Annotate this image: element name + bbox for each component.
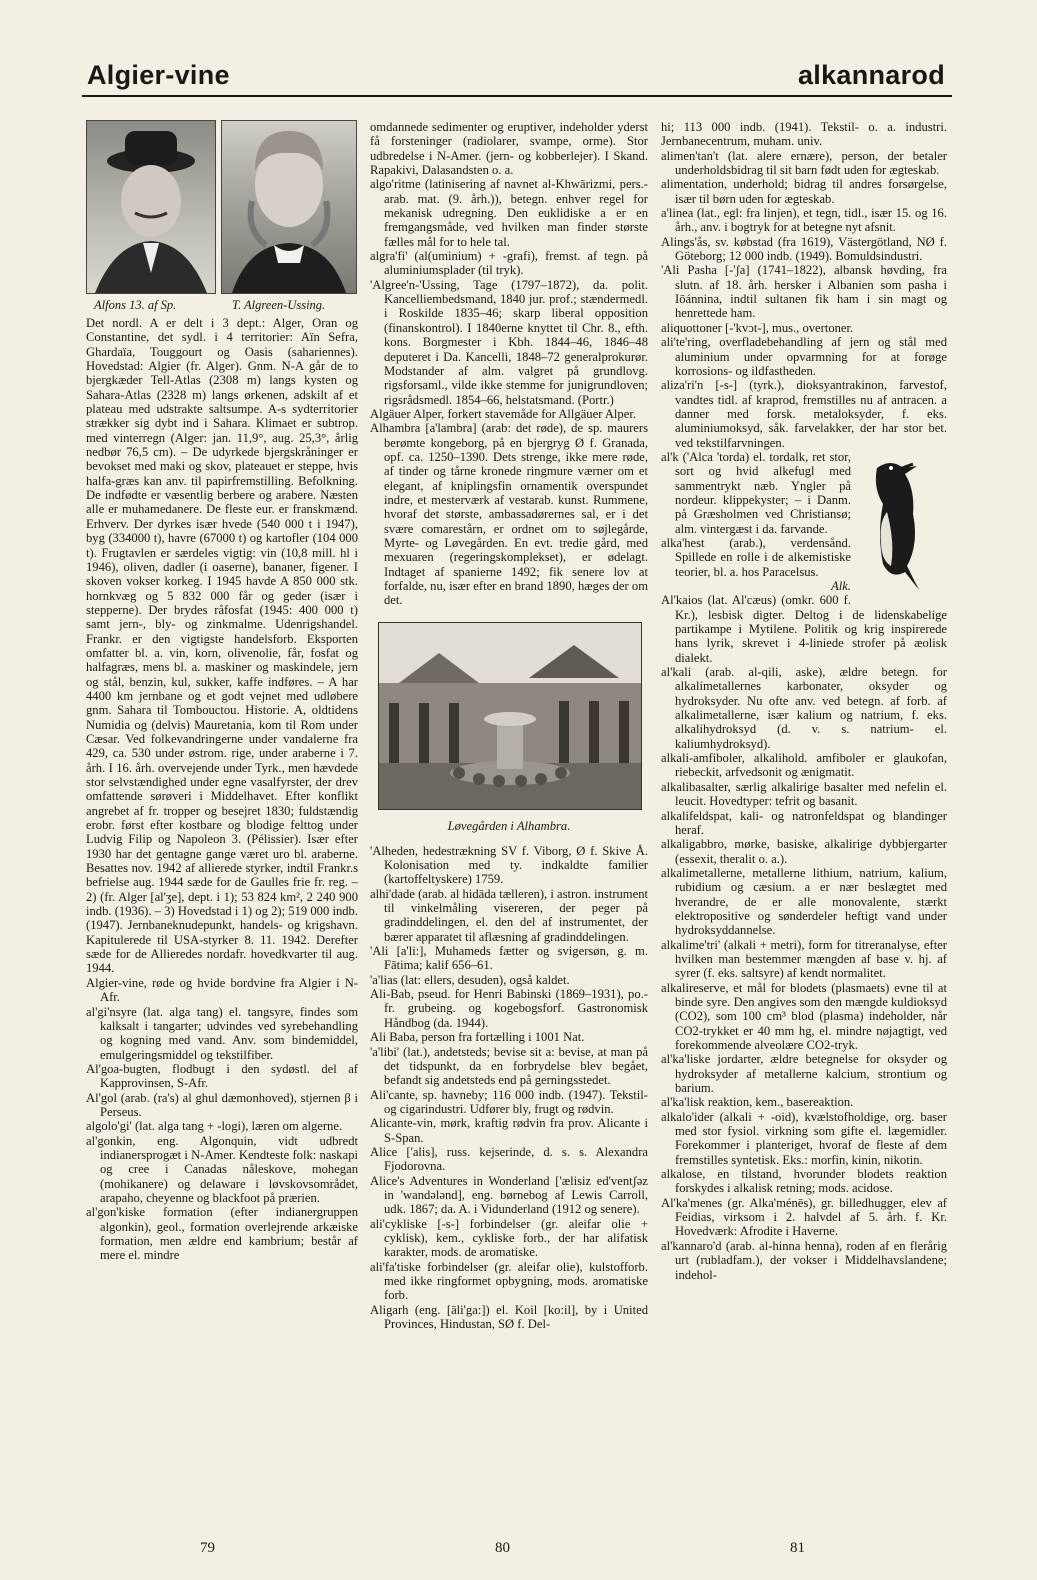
- alk-bird-illustration: [857, 454, 947, 594]
- entry-alkannarod: al'kannaro'd (arab. al-hinna henna), roden af en flerårig urt (rubladfam.), der vokser i Middelhavslandene; indehol-: [661, 1238, 947, 1282]
- portrait-figures: [86, 120, 358, 316]
- entry-alginsyre: al'gi'nsyre (lat. alga tang) el. tangsyre, findes som kalksalt i tangarter; udvindes ved syrebehandling og kogning med vand. Anv. som bindemiddel, emulgeringsmiddel og tekstilfiber.: [86, 1004, 358, 1062]
- entry-alkalifeldspat: alkalifeldspat, kali- og natronfeldspat og blandinger heraf.: [661, 808, 947, 837]
- entry-alhidade: alhi'dade (arab. al hidāda tælleren), i astron. instrument til vinkelmåling visereren, der peger på gradinddelingen, el. den del af instrumentet, der bærer apparatet til aflæsning af gradinddelingen.: [370, 886, 648, 944]
- column-1: [86, 120, 358, 1263]
- page-number-right: 81: [790, 1540, 805, 1556]
- entry-algol: Al'gol (arab. (ra's) al ghul dæmonhoved), stjernen β i Perseus.: [86, 1090, 358, 1119]
- entry-alhambra: Alhambra [a'lamb​ra] (arab: det røde), de sp. maurers berømte kongeborg, på en bjergryg Ø f. Granada, opf. ca. 1250–1390. Dets strenge, ikke mere røde, af tinder og tårne kronede ringmure værner om et elegant, af kniplingsfin ornamentik overspundet indre, et mesterværk af vestarab. kunst. Rummene, hvoraf det største, ambassadørernes sal, er i det svære comarestårn, er ordnet om to søjlegårde, Myrte- og Løvegården. En evt. tredie gård, med mexuaren (regeringskomplekset), er ødelagt. Indtaget af spanierne 1492; fik senere lov at forfalde, nu, især efter en brand 1890, hæges der om det.: [370, 421, 648, 608]
- entry-ali-bab: Ali-Bab, pseud. for Henri Babinski (1869–1931), po.-fr. grubeing. og kogebogsforf. Gastronomisk Håndbog (da. 1944).: [370, 987, 648, 1030]
- entry-alizarin: aliza'ri'n [-s-] (tyrk.), dioksyantrakinon, farvestof, vandtes tidl. af kraprod, fremstilles nu af antracen. a danner med forsk. metaloksyder, f. eks. aluminiumoksyd, såk. farvelakker, der har stor bet. ved tekstilfarvningen.: [661, 378, 947, 450]
- entry-alinea: a'linea (lat., egl: fra linjen), et tegn, tidl., især 15. og 16. årh., anv. i bogtryk for at betegne nyt afsnit.: [661, 206, 947, 235]
- entry-algologi: algolo'gi' (lat. alga tang + -logi), læren om algerne.: [86, 1119, 343, 1134]
- entry-algonkiske-formation: al'gon'kiske formation (efter indianergruppen algonkin), geol., formation overlejrende arkæiske formation, men ældre end kambrium; består af mere el. mindre: [86, 1205, 358, 1263]
- entry-alicante-vin: Alicante-vin, mørk, kraftig rødvin fra prov. Alicante i S-Span.: [370, 1116, 648, 1145]
- alk-caption: Alk.: [831, 579, 851, 593]
- entry-alibi: 'a'libi' (lat.), andetsteds; bevise sit a: bevise, at man på det tidspunkt, da en forbrydelse blev begået, befandt sig andetsteds end på gerningsstedet.: [370, 1044, 648, 1088]
- portrait-alfons-13-image: [86, 120, 216, 294]
- entry-alkaloider: alkalo'ider (alkali + -oid), kvælstofholdige, org. baser med stor fysiol. virkning som gifte el. lægemidler. Forekommer i planteriget, hvoraf de fleste af dem fremstilles syntetisk. Eks.: morfin, kinin, nikotin.: [661, 1109, 947, 1167]
- entry-ali: 'Ali [a'li:], Muhameds fætter og svigersøn, g. m. Fātima; kalif 656–61.: [370, 944, 648, 973]
- page-number-left: 79: [200, 1540, 215, 1556]
- entry-algreen-ussing: 'Algree'n-'Ussing, Tage (1797–1872), da. polit. Kancelliembedsmand, 1840 jur. prof.; stændermedl. i Roskilde 1835–46; skarp liberal opposition (finanskontrol). I 1840erne knyttet til Chr. 8., efth. kons. Borgmester i Kbh. 1844–46, 1846–48 deputeret i Da. Kancelli, 1848–72 generalprokurør. Modstander af alm. valgret på grundlovg. rigsforsaml., vilde ikke stemme for junigrundloven; rigsrådsmedl. 1854–66, helstatsmand. (Portr.): [370, 277, 648, 407]
- alhambra-figure: [370, 622, 648, 836]
- entry-aliquottoner: aliquottoner [-'kvɔt-], mus., overtoner.: [661, 320, 854, 335]
- portrait-caption-alfons: Alfons 13. af Sp.: [94, 298, 177, 312]
- header-right-guideword: alkannarod: [797, 60, 945, 90]
- entry-alkaligabbro: alkaligabbro, mørke, basiske, alkalirige dybbjergarter (essexit, theralit o. a.).: [661, 837, 947, 866]
- entry-alicante: Ali'cante, sp. havneby; 116 000 indb. (1947). Tekstil- og cigarindustri. Udfører bly, frugt og rødvin.: [370, 1087, 648, 1116]
- entry-alkaios: Al'kaios (lat. Al'cæus) (omkr. 600 f. Kr.), lesbisk digter. Deltog i de lidenskabelige partikampe i Mytilene. Politik og krig inspirerede hans lyrik, skrevet i 4-liniede strofer på æolisk dialekt.: [661, 593, 947, 665]
- column-2: [370, 120, 648, 1331]
- entry-alingsas: Alings'ås, sv. købstad (fra 1619), Västergötland, NØ f. Göteborg; 12 000 indb. (1949). Bomuldsindustri.: [661, 234, 947, 264]
- page-number-center: 80: [495, 1540, 510, 1556]
- entry-algonkiske-continued: omdannede sedimenter og eruptiver, indeholder yderst få forsteninger (radiolarer, svampe, orme). Stor udbredelse i N-Amer. (jern- og kobberlejer). I Skand. Rapakivi, Dalasandsten o. a.: [370, 120, 648, 178]
- entry-algier-vine: Algier-vine, røde og hvide bordvine fra Algier i N-Afr.: [86, 975, 358, 1005]
- entry-alkali: al'kali (arab. al-qili, aske), ældre betegn. for alkalimetallernes karbonater, oksyder og hydroksyder. Nu ofte anv. ved betegn. af forb. af alkalimetallerne, især kalium og natrium, f. eks. alkalihydroksyd (d. v. s. natrium- el. kaliumhydroksyd).: [661, 665, 947, 751]
- entry-algoritme: algo'ritme (latinisering af navnet al-Khwārizmi, pers.-arab. mat. (9. årh.)), betegn. enhver regel for mekanisk udregning. Den euklidiske a er en fremgangsmåde, ved hvilken man finder største fælles mål for to hele tal.: [370, 177, 648, 249]
- entry-alimentation: alimentation, underhold; bidrag til andres forsørgelse, især til børn uden for ægteskab.: [661, 177, 947, 206]
- entry-aligarh-continued: hi; 113 000 indb. (1941). Tekstil- o. a. industri. Jernbanecentrum, muham. univ.: [661, 120, 947, 149]
- entry-algauer-alper: Algäuer Alper, forkert stavemåde for Allgäuer Alper.: [370, 406, 636, 421]
- entry-alkali-amfiboler: alkali-amfiboler, alkalihold. amfiboler er glaukofan, riebeckit, arfvedsonit og ænigmatit.: [661, 751, 947, 780]
- entry-aligarh: Aligarh (eng. [āli'ga:]) el. Koil [ko:il], by i United Provinces, Hindustan, SØ f. Del-: [370, 1302, 648, 1332]
- entry-alimentant: alimen'tan't (lat. alere ernære), person, der betaler underholdsbidrag til sit barn født uden for ægteskab.: [661, 148, 947, 178]
- entry-alias: 'a'lias (lat: ellers, desuden), også kaldet.: [370, 972, 570, 987]
- entry-algier-continued: Det nordl. A er delt i 3 dept.: Alger, Oran og Constantine, det sydl. i 4 territorier: Aïn Sefra, Ghardaïa, Touggourt og Oasis (sahariennes). Hovedstad: Algier (fr. Alger). Gnm. N-A går de to bjergkæder Tell-Atlas (2308 m) langs kysten og Sahara-Atlas (2328 m) langs ørkenen, adskilt af et plateau med udstrakte saltsumpe. A-s sydterritorier strækker sig dybt ind i Sahara. Klimaet er subtrop. med vinterregn (Alger: jan. 11,9°, aug. 25,3°, årlig nedbør 76,5 cm). – De udyrkede bjergskråninger er bevokset med maki og skov, plateauet er steppe, hvis halfa-græs kan anv. til papirfremstilling. Befolkning. De indfødte er væsentlig berbere og arabere. Næsten alle er muhamedanere. De fleste eur. er franskmænd. Erhverv. Der dyrkes især hvede (540 000 t i 1947), byg (334000 t), havre (67000 t) og kartofler (104 000 t). Frugtavlen er særdeles vigtig: vin (10,8 mill. hl i 1946), oliven, dadler (i oaserne), bananer, figener. I skoven vokser korkeg. I 1945 havde A 850 000 stk. hornkvæg og 5 832 000 får og geder (især i stepperne). Der brydes råfosfat (1945: 400 000 t) samt jern-, bly- og zinkmalme. Udenrigshandel. Frankr. er den vigtigste handelsforb. Eksporten omfatter bl. a. vin, korn, olivenolie, får, fosfat og halfagræs, mens bl. a. maskiner og maskindele, jern og stål, benzin, kul, sukker, kaffe indføres. – A har 4400 km jernbane og et godt vejnet med udløbere gnm. Sahara til Tombouctou. Historie. A, oldtidens Numidia og (delvis) Mauretania, kom til Rom under Cæsar. Ved folkevandringerne under vandalerne fra 429, ca. 530 under østrom. rige, under araberne i 7. årh. I 16. årh. overvejende under Tyrk., men hævdede stor selvstændighed under egne vasalfyrster, der drev omfattende sørøveri i Middelhavet. Efter konflikt angrebet af fr. tropper og besejret 1830; fuldstændig erobr. først efter kostbare og blodige felttog under Ludvig Filip og Napoleon 3. (Pélissier). Især efter 1930 har det gentagne gange været uro bl. araberne. Besattes nov. 1942 af allierede styrker, indtil Frankr.s befrielse aug. 1944 sæde for de Gaulles frie fr. reg. – 2) (fr. Alger [al'ʒe], dept. i 1); 53 824 km², 2 240 900 indb. (1936). – 3) Hovedstad i 1) og 2); 519 000 indb. (1947). Jernbaneknudepunkt, handels- og krigshavn. Kapitulerede til USA-styrker 8. 11. 1942. Derefter sæde for de Allieredes nordafr. hovedkvarter til aug. 1944.: [86, 316, 358, 976]
- entry-alices-adventures: Alice's Adventures in Wonderland ['ælisiz ed'ventʃəz in 'wandələnd], eng. børnebog af Lewis Carroll, udk. 1867; da. A. i Vidunderland (1912 og senere).: [370, 1173, 648, 1217]
- entry-alkamenes: Al'ka'menes (gr. Alka'ménēs), gr. billedhugger, elev af Feidias, virksom i 2. halvdel af 5. årh. f. Kr. Hovedværk: Afrodite i Haverne.: [661, 1195, 947, 1239]
- alhambra-caption: Løvegården i Alhambra.: [447, 819, 571, 834]
- portrait-algreen-ussing-image: [221, 120, 357, 294]
- entry-alkahest: alka'hest (arab.), verdensånd. Spillede en rolle i de alkemistiske teorier, bl. a. hos Paracelsus.: [661, 535, 851, 579]
- entry-alkalisk-reaktion: al'ka'lisk reaktion, kem., basereaktion.: [661, 1095, 854, 1110]
- entry-algonkin: al'gonkin, eng. Algonquin, vidt udbredt indianersprogæt i N-Amer. Kendteste folk: naskapi og cree i Canadas nåleskove, mohegan (mohikanere) og delaware i løvskovsområdet, arapaho, cheyenne og blackfoot på prærien.: [86, 1133, 358, 1205]
- entry-alkalibasalter: alkalibasalter, særlig alkalirige basalter med nefelin el. leucit. Hovedtyper: tefrit og basanit.: [661, 779, 947, 809]
- alhambra-courtyard-image: [378, 622, 642, 810]
- entry-alicykliske: ali'cykliske [-s-] forbindelser (gr. aleifar olie + cyklisk), kem., cykliske forb., der har alifatisk karakter, mods. de aromatiske.: [370, 1216, 648, 1260]
- entry-ali-pasha: 'Ali Pasha [-'ʃa] (1741–1822), albansk høvding, fra slutn. af 18. årh. hersker i Albanien som pasha i Iōánnina, indtil sultanen fik ham i sin magt og henrettede ham.: [661, 263, 947, 321]
- header-left-guideword: Algier-vine: [87, 60, 230, 90]
- entry-alkalose: alkalose, en tilstand, hvorunder blodets reaktion forskydes i alkalisk retning; mods. acidose.: [661, 1167, 947, 1196]
- entry-alkalimetri: alkalime'tri' (alkali + metri), form for titreranalyse, efter hvilken man bestemmer mængden af base v. hj. af syrer (f. eks. saltsyre) af kendt normalitet.: [661, 937, 947, 981]
- entry-alifatiske: ali'fa'tiske forbindelser (gr. aleifar olie), kulstofforb. med ikke ringformet opbygning, mods. aromatiske forb.: [370, 1259, 648, 1303]
- header-rule: [82, 95, 952, 97]
- entry-alkaliske-jordarter: al'ka'liske jordarter, ældre betegnelse for oksyder og hydroksyder af metallerne kalcium, strontium og barium.: [661, 1052, 947, 1096]
- entry-alkalireserve: alkalireserve, et mål for blodets (plasmaets) evne til at binde syre. Den angives som den mængde kuldioksyd (CO2), som 100 cm³ blod (plasma) indeholder, når CO2-trykket er 40 mm hg, el. mindre nøjagtigt, ved forekommende alveolære CO2-tryk.: [661, 980, 947, 1052]
- entry-alitering: ali'te'ring, overfladebehandling af jern og stål med aluminium under opvarmning for at forøge korrosions- og ildfastheden.: [661, 335, 947, 378]
- column-3: [661, 120, 947, 1282]
- entry-alheden: 'Alheden, hedestrækning SV f. Viborg, Ø f. Skive Å. Kolonisation med ty. indkaldte familier (kartoffeltyskere) 1759.: [370, 843, 648, 887]
- entry-alice: Alice ['alis], russ. kejserinde, d. s. s. Alexandra Fjodorovna.: [370, 1144, 648, 1174]
- entry-alk: al'k ('Alca 'torda) el. tordalk, ret stor, sort og hvid alkefugl med sammentrykt næb. Yngler på nordeur. klippekyster; – i Danm. på Græsholmen ved Christiansø; alm. vintergæst i da. farvande.: [661, 449, 851, 536]
- entry-algrafi: algra'fi' (al(uminium) + -grafi), fremst. af tegn. på aluminiumsplader (til tryk).: [370, 249, 648, 278]
- entry-algoa-bugten: Al'goa-bugten, flodbugt i den sydøstl. del af Kapprovinsen, S-Afr.: [86, 1061, 358, 1091]
- entry-alkalimetallerne: alkalimetallerne, metallerne lithium, natrium, kalium, rubidium og cæsium. a er nær beslægtet med hverandre, de er alle monovalente, stærkt elektropositive og sønderdeler heftigt vand under hydroksyddannelse.: [661, 865, 947, 938]
- portrait-caption-algreen-ussing: T. Algreen-Ussing.: [232, 298, 326, 312]
- entry-ali-baba: Ali Baba, person fra fortælling i 1001 Nat.: [370, 1030, 585, 1045]
